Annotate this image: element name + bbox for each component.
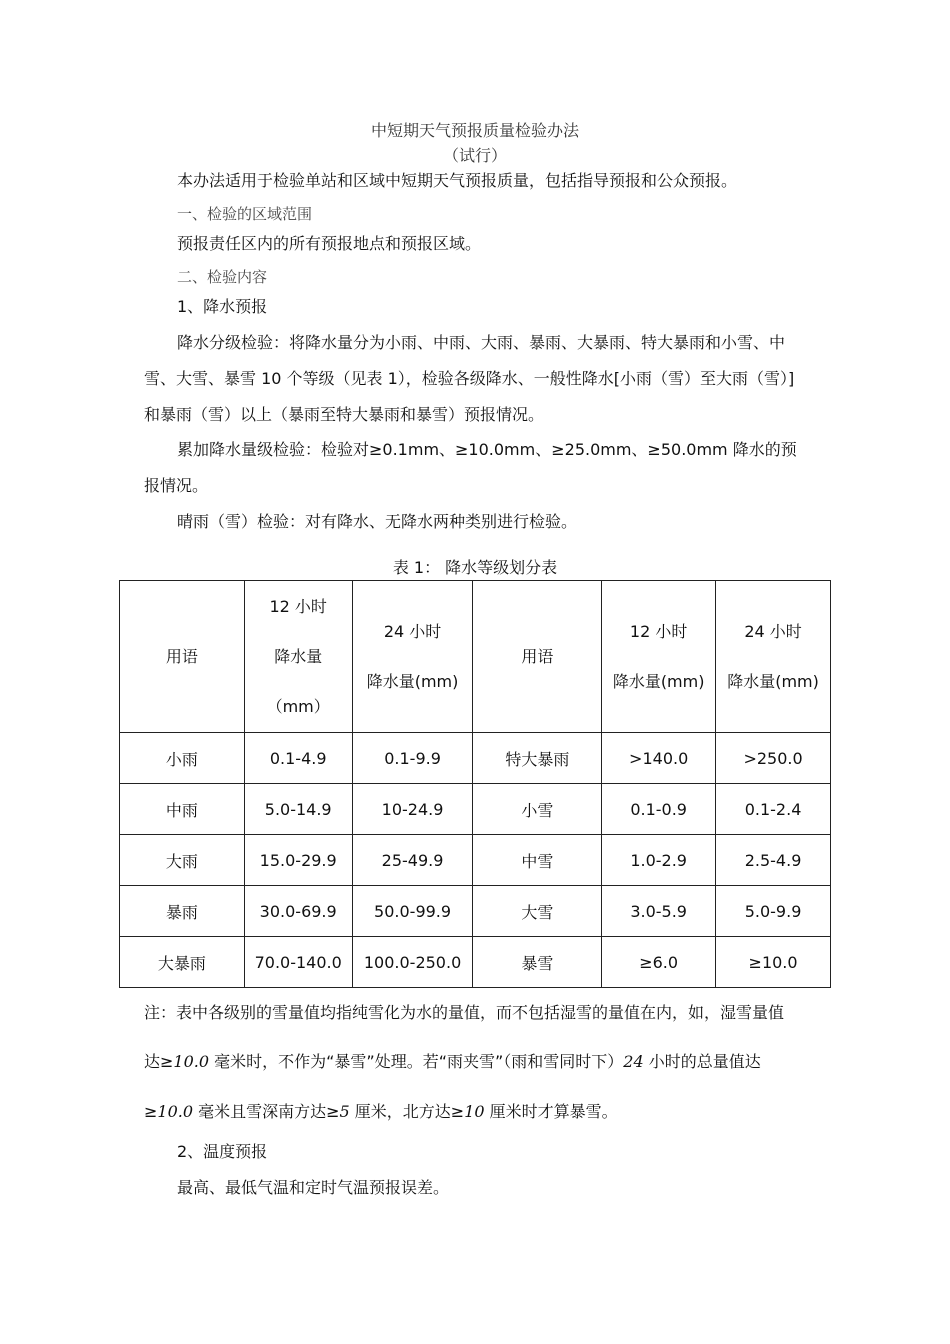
precip-para1-line3: 和暴雨（雪）以上（暴雨至特大暴雨和暴雪）预报情况。 <box>144 405 545 424</box>
precip-subheading: 1、降水预报 <box>177 297 268 316</box>
header-12h-left: 12 小时 降水量 （mm） <box>244 581 352 733</box>
table-cell: 暴雪 <box>473 937 602 988</box>
table-row <box>120 886 831 937</box>
section1-body: 预报责任区内的所有预报地点和预报区域。 <box>177 234 482 253</box>
precip-para2-line1: 累加降水量级检验：检验对≥0.1mm、≥10.0mm、≥25.0mm、≥50.0mm 降水的预 <box>177 440 797 459</box>
table-header-row <box>120 581 831 733</box>
table-cell: ≥10.0 <box>716 937 831 988</box>
table-cell: 70.0-140.0 <box>244 937 352 988</box>
section1-heading: 一、检验的区域范围 <box>177 205 313 223</box>
table-row <box>120 733 831 784</box>
table-cell: 2.5-4.9 <box>716 835 831 886</box>
note-line2: 达≥10.0 毫米时，不作为“暴雪”处理。若“雨夹雪”（雨和雪同时下）24 小时的总量值达 <box>144 1052 761 1071</box>
header-24h-right: 24 小时 降水量(mm) <box>716 581 831 733</box>
precip-para3: 晴雨（雪）检验：对有降水、无降水两种类别进行检验。 <box>177 512 578 531</box>
table-cell: 暴雨 <box>120 886 245 937</box>
table-cell: 5.0-14.9 <box>244 784 352 835</box>
precip-para1-line2: 雪、大雪、暴雪 10 个等级（见表 1），检验各级降水、一般性降水[小雨（雪）至大雨（雪）] <box>144 369 795 388</box>
table-cell: 0.1-4.9 <box>244 733 352 784</box>
table-cell: >140.0 <box>602 733 716 784</box>
table-cell: ≥6.0 <box>602 937 716 988</box>
table-cell: 中雨 <box>120 784 245 835</box>
intro-paragraph: 本办法适用于检验单站和区域中短期天气预报质量，包括指导预报和公众预报。 <box>177 171 738 190</box>
table-cell: 中雪 <box>473 835 602 886</box>
table-cell: 大雪 <box>473 886 602 937</box>
temperature-heading: 2、温度预报 <box>177 1142 268 1161</box>
table-cell: 小雪 <box>473 784 602 835</box>
table-cell: 3.0-5.9 <box>602 886 716 937</box>
table-cell: 特大暴雨 <box>473 733 602 784</box>
table-cell: 50.0-99.9 <box>352 886 473 937</box>
section2-heading: 二、检验内容 <box>177 268 268 286</box>
table-caption: 表 1： 降水等级划分表 <box>392 558 558 577</box>
table-cell: 0.1-0.9 <box>602 784 716 835</box>
table-cell: 30.0-69.9 <box>244 886 352 937</box>
table-cell: 10-24.9 <box>352 784 473 835</box>
table-cell: 1.0-2.9 <box>602 835 716 886</box>
table-cell: 100.0-250.0 <box>352 937 473 988</box>
table-row <box>120 784 831 835</box>
table-cell: 大雨 <box>120 835 245 886</box>
table-cell: 0.1-9.9 <box>352 733 473 784</box>
table-cell: >250.0 <box>716 733 831 784</box>
table-cell: 5.0-9.9 <box>716 886 831 937</box>
header-12h-right: 12 小时 降水量(mm) <box>602 581 716 733</box>
table-cell: 大暴雨 <box>120 937 245 988</box>
table-row <box>120 937 831 988</box>
precipitation-grade-table <box>119 580 831 988</box>
table-cell: 15.0-29.9 <box>244 835 352 886</box>
header-term-left: 用语 <box>120 581 245 733</box>
precip-para1-line1: 降水分级检验：将降水量分为小雨、中雨、大雨、暴雨、大暴雨、特大暴雨和小雪、中 <box>177 333 786 352</box>
document-title: 中短期天气预报质量检验办法 <box>370 121 579 140</box>
note-line1: 注：表中各级别的雪量值均指纯雪化为水的量值，而不包括湿雪的量值在内，如，湿雪量值 <box>144 1003 785 1022</box>
table-cell: 小雨 <box>120 733 245 784</box>
header-24h-left: 24 小时 降水量(mm) <box>352 581 473 733</box>
note-line3: ≥10.0 毫米且雪深南方达≥5 厘米，北方达≥10 厘米时才算暴雪。 <box>144 1102 618 1121</box>
table-cell: 25-49.9 <box>352 835 473 886</box>
temperature-body: 最高、最低气温和定时气温预报误差。 <box>177 1178 450 1197</box>
precip-para2-line2: 报情况。 <box>144 476 209 495</box>
table-row <box>120 835 831 886</box>
document-subtitle: （试行） <box>442 146 507 165</box>
header-term-right: 用语 <box>473 581 602 733</box>
table-cell: 0.1-2.4 <box>716 784 831 835</box>
